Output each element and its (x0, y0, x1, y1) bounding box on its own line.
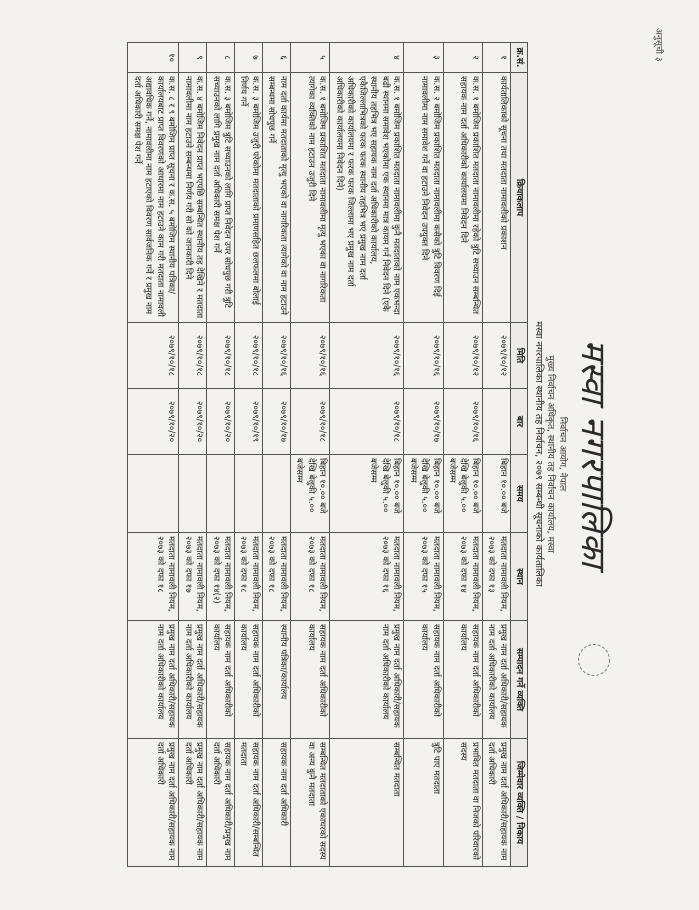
annex-label: अनुसूची ३ (653, 28, 663, 62)
cell-responsible: प्रमुख नाम दर्ता अधिकारी/सहायक नाम दर्ता अधिकारी (128, 739, 179, 867)
cell-date: २०७९/१०/१६ (290, 323, 329, 389)
cell-place: मतदाता नामावली नियम, २०७३ को दफा १४(२) (207, 533, 235, 621)
cell-performer: स्थानीय पत्रिका/कार्यालय (262, 621, 290, 739)
table-row (179, 43, 207, 867)
cell-day: २०७९/१०/१७ (262, 389, 290, 455)
cell-activity: कार्यतालिकाको सूचना तथा मतदाता नामावलीको प्रकाशन (482, 73, 510, 323)
table-row (262, 43, 290, 867)
col-header-activity: क्रियाकलाप (510, 73, 527, 323)
cell-day: २०७९/१०/२० (207, 389, 235, 455)
cell-time: बिहान १०.०० बजे देखि बेलुकी ५.०० बजेसम्म (443, 455, 482, 533)
cell-performer: सहायक नाम दर्ता अधिकारीको कार्यालय (290, 621, 329, 739)
cell-performer: प्रमुख नाम दर्ता अधिकारी/सहायक नाम दर्ता अधिकारीको कार्यालय (482, 621, 510, 739)
cell-activity: क.स. ८ र ९ बमोजिम प्राप्त सूचना र क.स. ५ बमोजिम स्थानीय पत्रिका/कार्यालयबाट प्राप्त विवरणको आधारमा नाम हटाउने काम गरी मतदाता नामावली अद्यावधिक गर्ने, नामावलीमा नाम हटाएको विवरण सार्वजनिक गर्ने र प्रमुख नाम दर्ता अधिकारी समक्ष पेश गर्ने (128, 73, 179, 323)
municipality-logo-text: मस्वा नगरपालिका (573, 339, 613, 569)
cell-date: २०७९/१०/१८ (128, 323, 179, 389)
cell-date: २०७९/१०/१६ (262, 323, 290, 389)
col-header-day: बार (510, 389, 527, 455)
cell-responsible: त्रुटि पाए मतदाता (404, 739, 443, 867)
cell-performer: प्रमुख नाम दर्ता अधिकारी/सहायक नाम दर्ता अधिकारीको कार्यालय (330, 621, 404, 739)
cell-place: मतदाता नामावली नियम, २०७३ को दफा १४ (443, 533, 482, 621)
cell-date: २०७९/१०/१८ (179, 323, 207, 389)
table-row (482, 43, 510, 867)
cell-date: २०७९/१०/१६ (404, 323, 443, 389)
table-row (235, 43, 263, 867)
cell-time: बिहान १०.०० बजे देखि बेलुकी ५.०० बजेसम्म (330, 455, 404, 533)
cell-time: बिहान १०.०० बजे (482, 455, 510, 533)
cell-time: बिहान १०.०० बजे देखि बेलुकी ५.०० बजेसम्म (404, 455, 443, 533)
col-header-date: मिति (510, 323, 527, 389)
cell-serial: ८ (207, 43, 235, 73)
cell-responsible: सहायक नाम दर्ता अधिकारी/सम्बन्धित मतदाता (235, 739, 263, 867)
cell-place: मतदाता नामावली नियम, २०७३ को दफा १६ (330, 533, 404, 621)
col-header-performer: सम्पादन गर्ने व्यक्ति (510, 621, 527, 739)
cell-time (235, 455, 263, 533)
cell-serial: २ (443, 43, 482, 73)
table-header-row (510, 43, 527, 867)
cell-place: मतदाता नामावली नियम, २०७३ को दफा १८ (235, 533, 263, 621)
cell-date: २०७९/१०/१२ (443, 323, 482, 389)
cell-place: मतदाता नामावली नियम, २०७३ को दफा १३ (482, 533, 510, 621)
cell-activity: क.स. १ बमोजिम प्रकाशित मतदाता नामावलीमा मृत्यु भएका वा नागरिकता त्यागेका व्यक्तिको नाम हटाउन उजुरी दिने (290, 73, 329, 323)
cell-place: मतदाता नामावली नियम, २०७३ को दफा १८ (290, 533, 329, 621)
col-header-serial: क्र.सं. (510, 43, 527, 73)
cell-performer: सहायक नाम दर्ता अधिकारीको कार्यालय (443, 621, 482, 739)
cell-activity: क.स. १ बमोजिम प्रकाशित मतदाता नामावलीमा कुनै मतदाताको नाम एकभन्दा बढी स्थानमा समावेश भएकोमा एक स्थानमा मात्र कायम गर्न निवेदन दिने (एकै स्थानीय तहभित्र भए सहायक नाम दर्ता अधिकारीको कार्यालय, एकैजिल्लाभित्रको फरक फरक स्थानीय तहभित्र भए प्रमुख नाम दर्ता अधिकारीको कार्यालयमा र फरक फरक जिल्लामा भए प्रमुख नाम दर्ता अधिकारीको कार्यालयमा निवेदन दिने) (330, 73, 404, 323)
cell-day: २०७९/१०/२० (179, 389, 207, 455)
cell-day: २०७९/१०/१७ (404, 389, 443, 455)
cell-place: मतदाता नामावली नियम, २०७३ को दफा १५ (404, 533, 443, 621)
table-row (330, 43, 404, 867)
cell-date: २०७९/१०/१८ (207, 323, 235, 389)
table-row (128, 43, 179, 867)
cell-time: बिहान १०.०० बजे देखि बेलुकी ५.०० बजेसम्म (290, 455, 329, 533)
header-line-2: मुख्य निर्वाचन अधिकृत, स्थानीय तह निर्वाचन कार्यालय, मस्वा (545, 355, 555, 553)
cell-responsible: प्रमुख नाम दर्ता अधिकारी/सहायक नाम दर्ता अधिकारी (482, 739, 510, 867)
cell-activity: नाम दर्ता कार्यमा मतदाताको मृत्यु भएको वा नागरिकता त्यागेको वा नाम हटाउने सम्बन्धमा सोधपुछ गर्ने (262, 73, 290, 323)
cell-responsible: सम्बन्धित मतदाताको एकाघरको सदस्य वा अन्य कुनै मतदाता (290, 739, 329, 867)
cell-responsible: प्रमुख नाम दर्ता अधिकारी/सहायक नाम दर्ता अधिकारी (179, 739, 207, 867)
header-line-1: निर्वाचन आयोग, नेपाल (557, 416, 567, 492)
cell-day: २०७९/१०/१६ (443, 389, 482, 455)
table-row (404, 43, 443, 867)
cell-serial: ६ (262, 43, 290, 73)
table-row (443, 43, 482, 867)
cell-performer: सहायक नाम दर्ता अधिकारीको कार्यालय (207, 621, 235, 739)
rotated-content (120, 34, 680, 874)
cell-time (262, 455, 290, 533)
table-row (207, 43, 235, 867)
stamp-icon (578, 644, 610, 676)
cell-day (482, 389, 510, 455)
cell-serial: ७ (235, 43, 263, 73)
cell-serial: ३ (404, 43, 443, 73)
cell-date: २०७९/१०/१२ (482, 323, 510, 389)
cell-responsible: सहायक नाम दर्ता अधिकारी (262, 739, 290, 867)
cell-responsible: सहायक नाम दर्ता अधिकारी/प्रमुख नाम दर्ता अधिकारी (207, 739, 235, 867)
cell-time (207, 455, 235, 533)
cell-date: २०७९/१०/१६ (330, 323, 404, 389)
table-row (290, 43, 329, 867)
header-line-3: मस्वा नगरपालिका स्थानीय तह निर्वाचन, २०७९ सम्बन्धी सूचनाको कार्यतालिका (533, 321, 544, 587)
cell-day: २०७९/१०/१९ (235, 389, 263, 455)
document-header (530, 34, 680, 874)
cell-serial: ४ (330, 43, 404, 73)
cell-responsible: सम्बन्धित मतदाता (330, 739, 404, 867)
cell-activity: क.स. २ बमोजिम प्रकाशित मतदाता नामावलीमा कसैको त्रुटि विवरण दिई नामावलीमा नाम समावेश गर्ने वा हटाउने निवेदन उपयुक्त दिने (404, 73, 443, 323)
cell-performer: प्रमुख नाम दर्ता अधिकारी/सहायक नाम दर्ता अधिकारीको कार्यालय (179, 621, 207, 739)
cell-day: २०७९/१०/२० (128, 389, 179, 455)
cell-day: २०७९/१०/१८ (290, 389, 329, 455)
col-header-responsible: जिम्मेवार व्यक्ति / निकाय (510, 739, 527, 867)
cell-activity: क.स. ३ बमोजिम त्रुटि सच्याउनको लागि प्राप्त निवेदन उपर सोधपुछ गरी त्रुटि सच्याउनको लागि प्रमुख नाम दर्ता अधिकारी समक्ष पेश गर्ने (207, 73, 235, 323)
cell-performer: सहायक नाम दर्ता अधिकारीको कार्यालय (404, 621, 443, 739)
cell-serial: १ (482, 43, 510, 73)
cell-time (128, 455, 179, 533)
cell-place: मतदाता नामावली नियम, २०७३ को दफा १८ (128, 533, 179, 621)
cell-performer: सहायक नाम दर्ता अधिकारीको कार्यालय (235, 621, 263, 739)
col-header-time: समय (510, 455, 527, 533)
cell-time (179, 455, 207, 533)
cell-responsible: प्रभावित मतदाता वा निजको परिवारको सदस्य (443, 739, 482, 867)
cell-activity: क.स. ४ बमोजिम निवेदन प्राप्त भएपछि सम्बन्धित स्थानीय तह देखिने र मतदाता नामावलीमा नाम हटाउने सम्बन्धमा निर्णय गरी सो को जानकारी दिने (179, 73, 207, 323)
cell-place: मतदाता नामावली नियम, २०७३ को दफा १७ (179, 533, 207, 621)
cell-date: २०७९/१०/१८ (235, 323, 263, 389)
cell-activity: क.स. ३ बमोजिम उजुरी परेकोमा मतदाताको प्रमाणसहित छलफलमा बोलाई निर्णय गर्ने (235, 73, 263, 323)
cell-place: मतदाता नामावली नियम, २०७३ को दफा १८ (262, 533, 290, 621)
cell-activity: क.स. १ बमोजिम प्रकाशित मतदाता नामावलीमा रहेको त्रुटि सच्याउन सम्बन्धित सहायक नाम दर्ता अधिकारीको कार्यालयमा निवेदन दिने (443, 73, 482, 323)
cell-day: २०७९/१०/१८ (330, 389, 404, 455)
schedule-table (127, 42, 528, 867)
cell-performer: प्रमुख नाम दर्ता अधिकारी/सहायक नाम दर्ता अधिकारीको कार्यालय (128, 621, 179, 739)
cell-serial: ५ (290, 43, 329, 73)
cell-serial: १० (128, 43, 179, 73)
cell-serial: ९ (179, 43, 207, 73)
col-header-place: स्थान (510, 533, 527, 621)
